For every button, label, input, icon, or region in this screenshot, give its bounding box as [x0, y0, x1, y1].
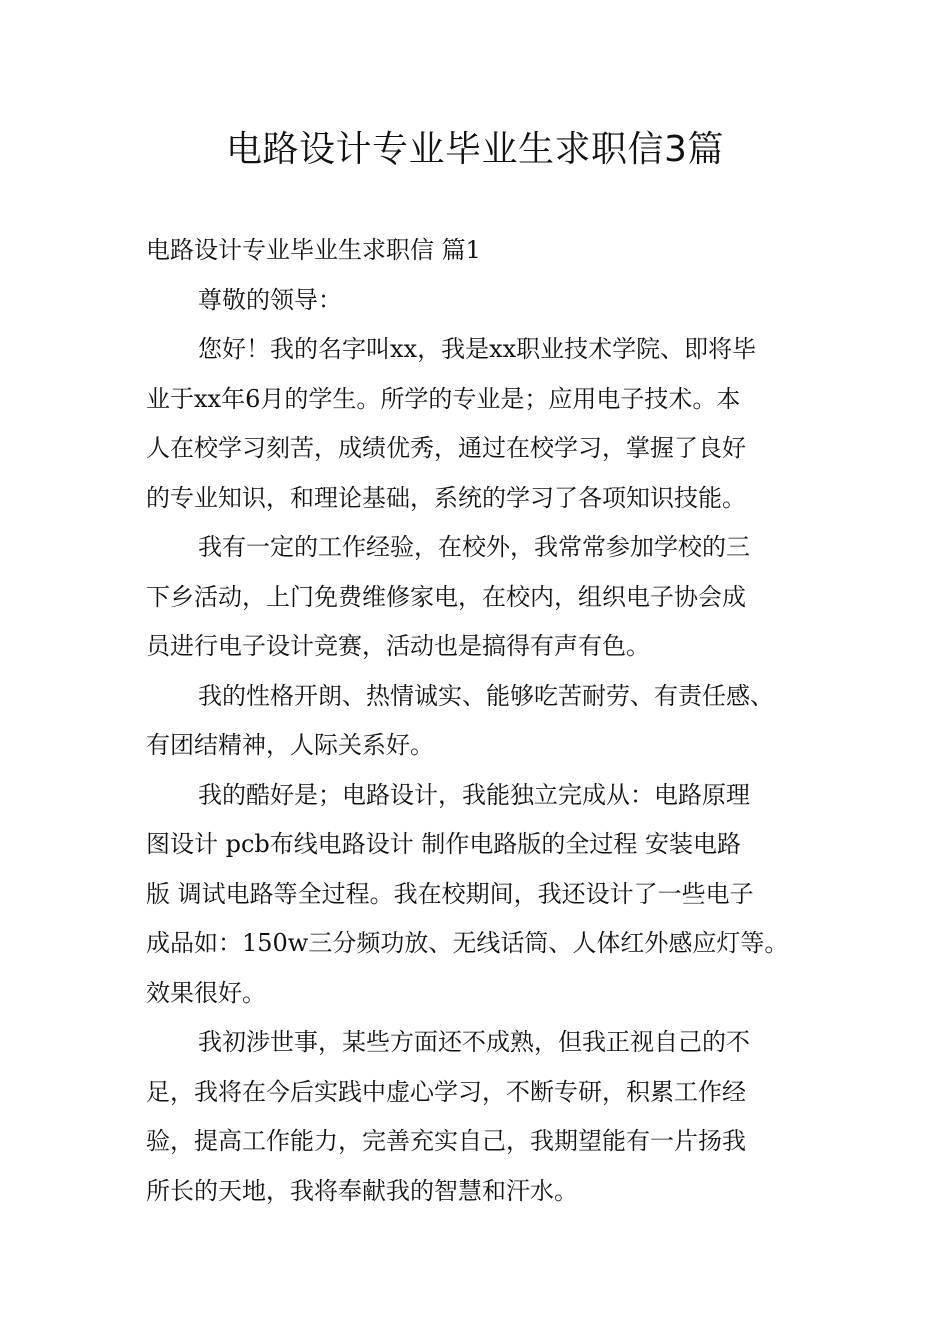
paragraph-line: 成品如：150w三分频功放、无线话筒、人体红外感应灯等。	[146, 929, 789, 957]
paragraph-line: 您好！我的名字叫xx，我是xx职业技术学院、即将毕	[198, 335, 757, 363]
paragraph-line: 我初涉世事，某些方面还不成熟，但我正视自己的不	[198, 1028, 750, 1056]
paragraph-line: 效果很好。	[146, 978, 266, 1007]
paragraph-line: 我有一定的工作经验，在校外，我常常参加学校的三	[198, 533, 750, 561]
paragraph-line: 版 调试电路等全过程。我在校期间，我还设计了一些电子	[146, 879, 754, 908]
paragraph-4	[146, 771, 826, 1019]
document-body	[146, 226, 826, 1216]
paragraph-line: 员进行电子设计竞赛，活动也是搞得有声有色。	[146, 632, 650, 660]
paragraph-line: 我的性格开朗、热情诚实、能够吃苦耐劳、有责任感、	[198, 681, 774, 710]
section-heading: 电路设计专业毕业生求职信 篇1	[146, 236, 481, 264]
paragraph-1	[146, 325, 826, 523]
paragraph-line: 下乡活动，上门免费维修家电，在校内，组织电子协会成	[146, 582, 746, 611]
paragraph-line: 所长的天地，我将奉献我的智慧和汗水。	[146, 1176, 578, 1205]
paragraph-line: 验，提高工作能力，完善充实自己，我期望能有一片扬我	[146, 1127, 746, 1155]
document-title: 电路设计专业毕业生求职信3篇	[226, 129, 724, 170]
salutation: 尊敬的领导：	[198, 285, 342, 314]
paragraph-line: 业于xx年6月的学生。所学的专业是；应用电子技术。本	[146, 384, 741, 413]
paragraph-line: 人在校学习刻苦，成绩优秀，通过在校学习，掌握了良好	[146, 434, 746, 462]
paragraph-2	[146, 523, 826, 672]
paragraph-3	[146, 672, 826, 771]
paragraph-line: 的专业知识，和理论基础，系统的学习了各项知识技能。	[146, 483, 746, 512]
paragraph-line: 图设计 pcb布线电路设计 制作电路版的全过程 安装电路	[146, 830, 742, 858]
paragraph-5	[146, 1018, 826, 1216]
paragraph-line: 有团结精神，人际关系好。	[146, 731, 434, 759]
paragraph-line: 足，我将在今后实践中虚心学习，不断专研，积累工作经	[146, 1077, 746, 1106]
paragraph-line: 我的酷好是；电路设计，我能独立完成从：电路原理	[198, 780, 750, 809]
